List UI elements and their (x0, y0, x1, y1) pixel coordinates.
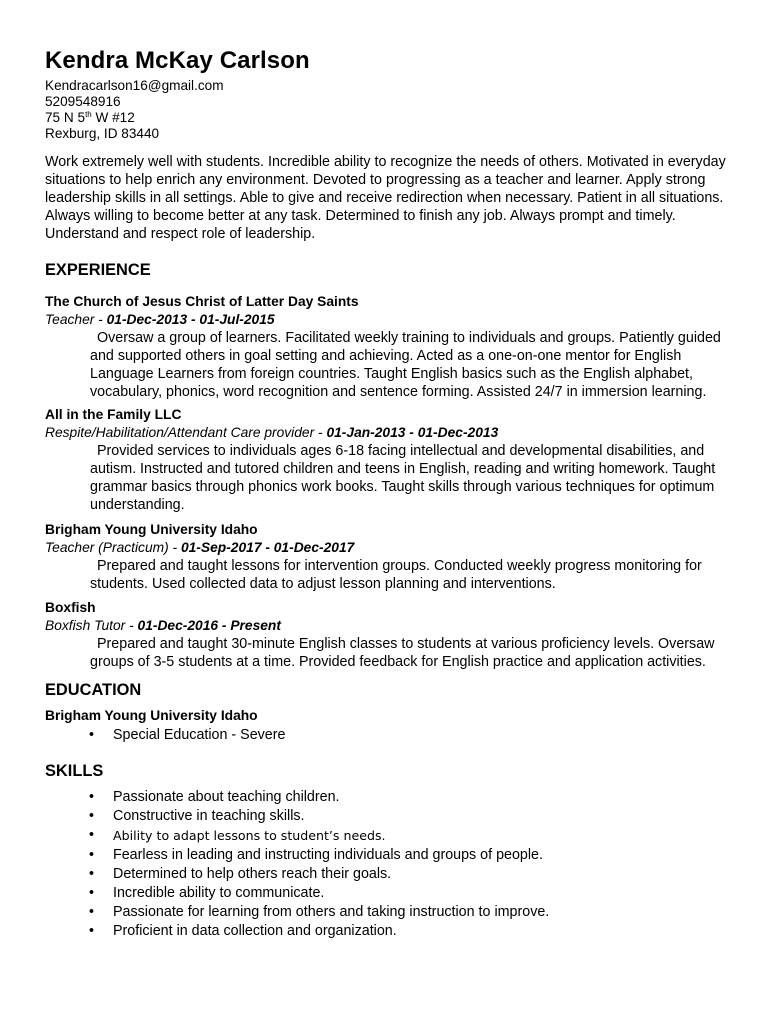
job-title: Respite/Habilitation/Attendant Care provider - (45, 425, 327, 441)
bullet-icon: • (89, 885, 95, 902)
job-description: Prepared and taught 30-minute English classes to students at various proficiency levels. Oversaw groups of 3-5 students at a time. Provided feedback for English practice and application activities. (90, 636, 715, 671)
skills-heading: SKILLS (45, 762, 104, 781)
skill-text: Fearless in leading and instructing individuals and groups of people. (113, 847, 543, 864)
contact-phone: 5209548916 (45, 94, 121, 109)
skill-text: Determined to help others reach their goals. (113, 866, 392, 883)
skill-item (45, 865, 735, 884)
job-organization: The Church of Jesus Christ of Latter Day Saints (45, 294, 359, 310)
address-ordinal-suffix: th (85, 110, 92, 119)
bullet-icon: • (89, 789, 95, 806)
bullet-icon: • (89, 727, 95, 744)
job-title: Teacher (Practicum) - (45, 540, 181, 556)
summary-paragraph: Work extremely well with students. Incredible ability to recognize the needs of others. Motivated in everyday situations to help enrich any environment. Devoted to progressing as a teacher and learner. Apply strong leadership skills in all settings. Able to give and receive redirection when necessary. Patient in all situations. Always willing to become better at any task. Determined to finish any job. Always prompt and timely. Understand and respect role of leadership. (45, 154, 726, 243)
resume-page (45, 44, 735, 941)
skill-item (45, 903, 735, 922)
job-title: Boxfish Tutor - (45, 618, 138, 634)
skill-text: Incredible ability to communicate. (113, 885, 325, 902)
job-dates: 01-Dec-2013 - 01-Jul-2015 (106, 312, 275, 328)
contact-city: Rexburg, ID 83440 (45, 126, 160, 141)
job-dates: 01-Jan-2013 - 01-Dec-2013 (326, 425, 499, 441)
education-item-text: Special Education - Severe (113, 727, 286, 744)
bullet-icon: • (89, 847, 95, 864)
job-dates: 01-Sep-2017 - 01-Dec-2017 (180, 540, 355, 556)
bullet-icon: • (89, 827, 95, 844)
experience-heading: EXPERIENCE (45, 261, 151, 280)
job-title-line (45, 617, 735, 635)
job-entry (45, 599, 735, 671)
skill-item (45, 807, 735, 826)
skill-text: Passionate about teaching children. (113, 789, 340, 806)
resume-name: Kendra McKay Carlson (45, 47, 310, 74)
education-school: Brigham Young University Idaho (45, 708, 258, 724)
job-entry (45, 521, 735, 593)
job-description: Prepared and taught lessons for intervention groups. Conducted weekly progress monitoring for students. Used collected data to adjust lesson planning and interventions. (90, 558, 702, 593)
skills-list (45, 788, 735, 941)
job-title-line (45, 539, 735, 557)
job-description: Oversaw a group of learners. Facilitated weekly training to individuals and groups. Patiently guided and supported others in goal setting and achieving. Acted as a one-on-one mentor for English Language Learners from foreign countries. Taught English basics such as the English alphabet, vocabulary, phonics, word recognition and sentence forming. Assisted 24/7 in immersion learning. (90, 330, 721, 401)
education-heading: EDUCATION (45, 681, 142, 700)
skill-item (45, 884, 735, 903)
job-title: Teacher - (45, 312, 107, 328)
education-list (45, 726, 735, 745)
skill-item (45, 922, 735, 941)
job-entry (45, 406, 735, 514)
job-organization: Brigham Young University Idaho (45, 522, 258, 538)
skill-text: Proficient in data collection and organization. (113, 923, 397, 940)
skill-item (45, 788, 735, 807)
education-item (45, 726, 735, 745)
job-title-line (45, 424, 735, 442)
bullet-icon: • (89, 866, 95, 883)
job-organization: All in the Family LLC (45, 407, 182, 423)
bullet-icon: • (89, 923, 95, 940)
skill-item (45, 846, 735, 865)
address-street-rest: W #12 (91, 110, 135, 125)
skill-text: Ability to adapt lessons to student’s needs. (113, 828, 386, 844)
bullet-icon: • (89, 808, 95, 825)
skill-text: Passionate for learning from others and taking instruction to improve. (113, 904, 550, 921)
skill-item (45, 826, 735, 846)
job-title-line (45, 311, 735, 329)
skill-text: Constructive in teaching skills. (113, 808, 305, 825)
address-street-number: 75 N 5 (45, 110, 86, 125)
job-entry (45, 293, 735, 401)
contact-address (45, 110, 735, 126)
job-dates: 01-Dec-2016 - Present (137, 618, 281, 634)
bullet-icon: • (89, 904, 95, 921)
job-description: Provided services to individuals ages 6-18 facing intellectual and developmental disabilities, and autism. Instructed and tutored children and teens in English, reading and writing homework. Taught grammar basics through phonics work books. Taught skills through various techniques for optimum understanding. (90, 443, 716, 514)
contact-block (45, 78, 735, 142)
job-organization: Boxfish (45, 600, 96, 616)
contact-email: Kendracarlson16@gmail.com (45, 78, 224, 93)
